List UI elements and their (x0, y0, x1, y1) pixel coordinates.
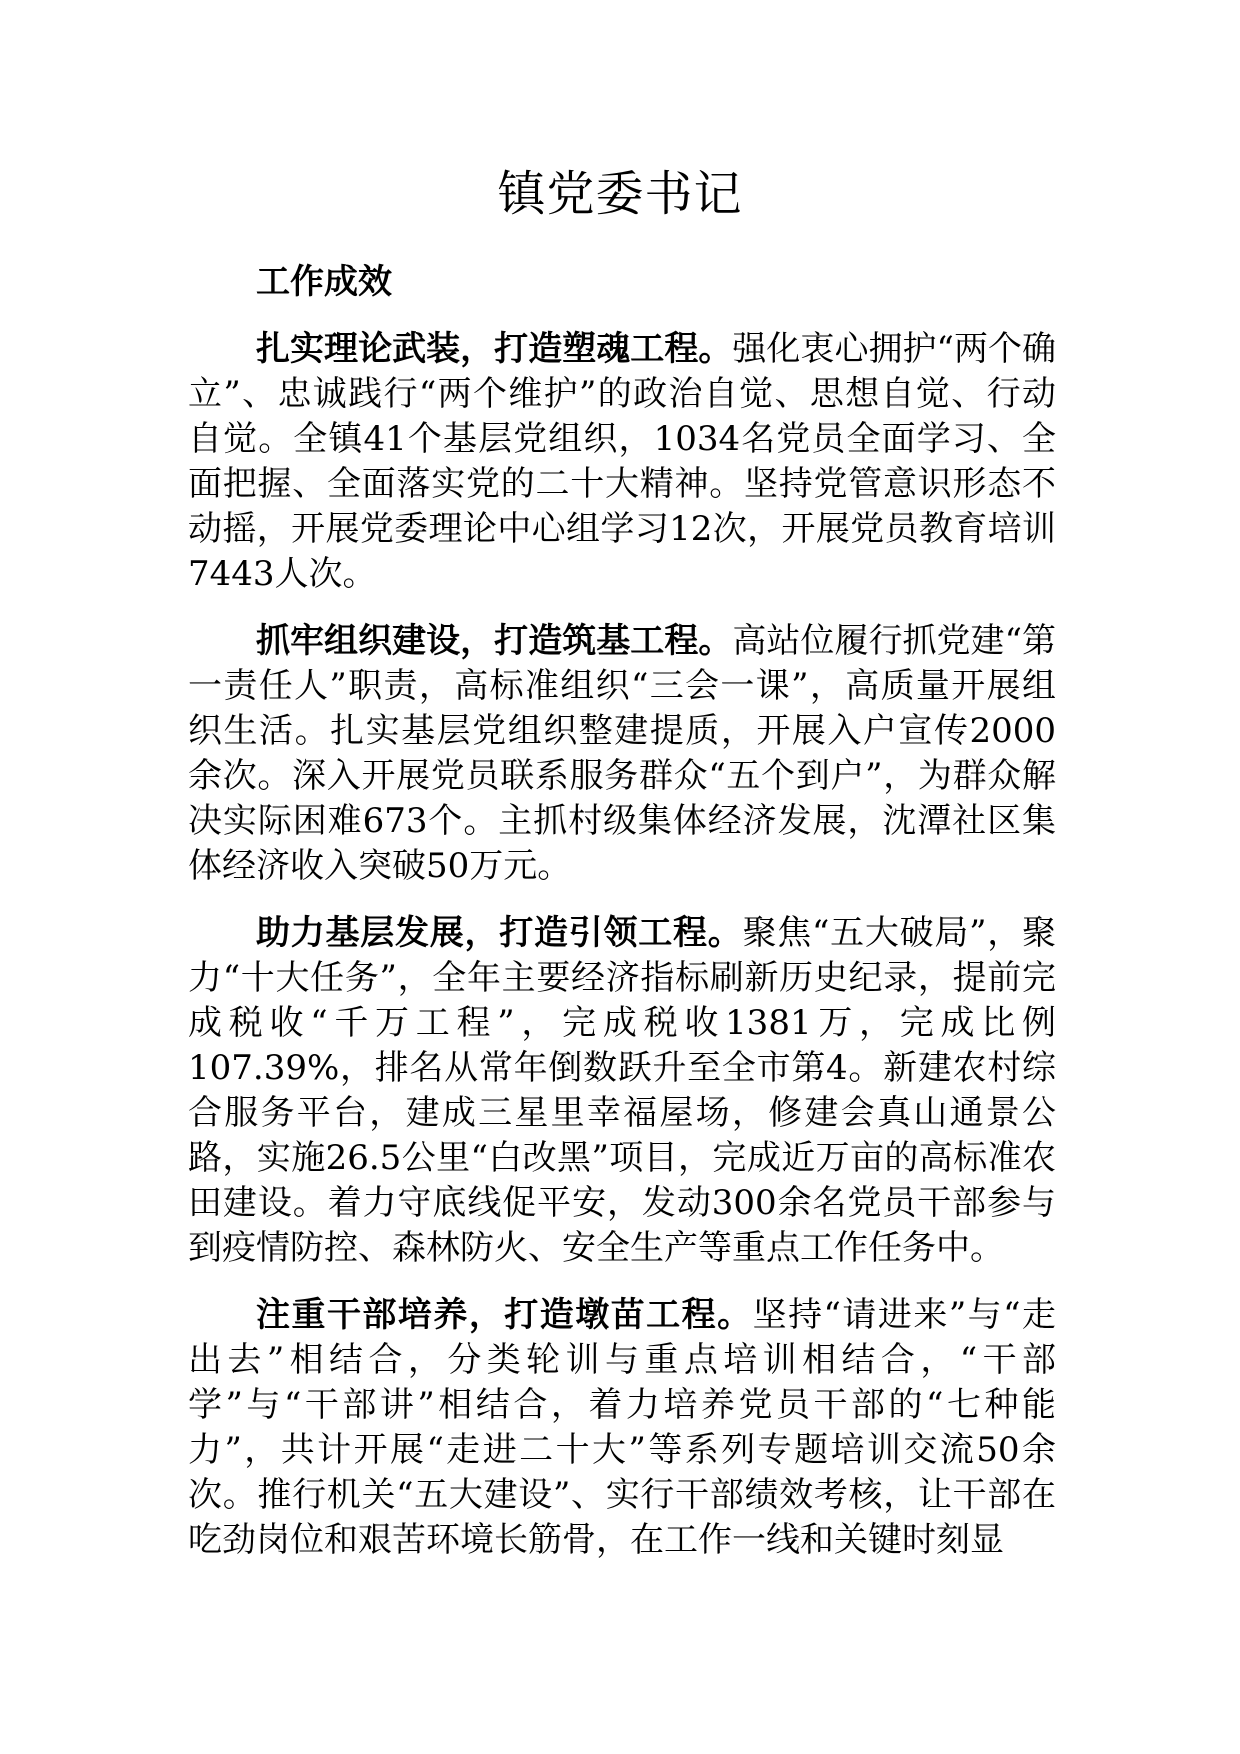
paragraph-theory (188, 327, 1056, 597)
paragraph-cadre-training (188, 1293, 1056, 1563)
document-body (188, 260, 1056, 1563)
paragraph-lead: 抓牢组织建设，打造筑基工程。 (256, 621, 733, 661)
paragraph-organization (188, 619, 1056, 889)
paragraph-lead: 扎实理论武装，打造塑魂工程。 (256, 329, 733, 369)
paragraph-lead: 助力基层发展，打造引领工程。 (256, 913, 743, 953)
paragraph-lead: 注重干部培养，打造墩苗工程。 (256, 1295, 753, 1335)
paragraph-body: 高站位履行抓党建“第一责任人”职责，高标准组织“三会一课”，高质量开展组织生活。扎实基层党组织整建提质，开展入户宣传2000余次。深入开展党员联系服务群众“五个到户”，为群众解决实际困难673个。主抓村级集体经济发展，沈潭社区集体经济收入突破50万元。 (188, 621, 1056, 886)
paragraph-development (188, 911, 1056, 1271)
paragraph-body: 聚焦“五大破局”，聚力“十大任务”，全年主要经济指标刷新历史纪录，提前完成税收“千万工程”，完成税收1381万，完成比例107.39%，排名从常年倒数跃升至全市第4。新建农村综合服务平台，建成三星里幸福屋场，修建会真山通景公路，实施26.5公里“白改黑”项目，完成近万亩的高标准农田建设。着力守底线促平安，发动300余名党员干部参与到疫情防控、森林防火、安全生产等重点工作任务中。 (188, 913, 1057, 1268)
section-heading: 工作成效 (256, 262, 392, 302)
paragraph-body: 强化衷心拥护“两个确立”、忠诚践行“两个维护”的政治自觉、思想自觉、行动自觉。全镇41个基层党组织，1034名党员全面学习、全面把握、全面落实党的二十大精神。坚持党管意识形态不动摇，开展党委理论中心组学习12次，开展党员教育培训7443人次。 (188, 329, 1056, 594)
document-title: 镇党委书记 (497, 166, 743, 222)
paragraph-body: 坚持“请进来”与“走出去”相结合，分类轮训与重点培训相结合，“干部学”与“干部讲”相结合，着力培养党员干部的“七种能力”，共计开展“走进二十大”等系列专题培训交流50余次。推行机关“五大建设”、实行干部绩效考核，让干部在吃劲岗位和艰苦环境长筋骨，在工作一线和关键时刻显 (188, 1295, 1056, 1560)
